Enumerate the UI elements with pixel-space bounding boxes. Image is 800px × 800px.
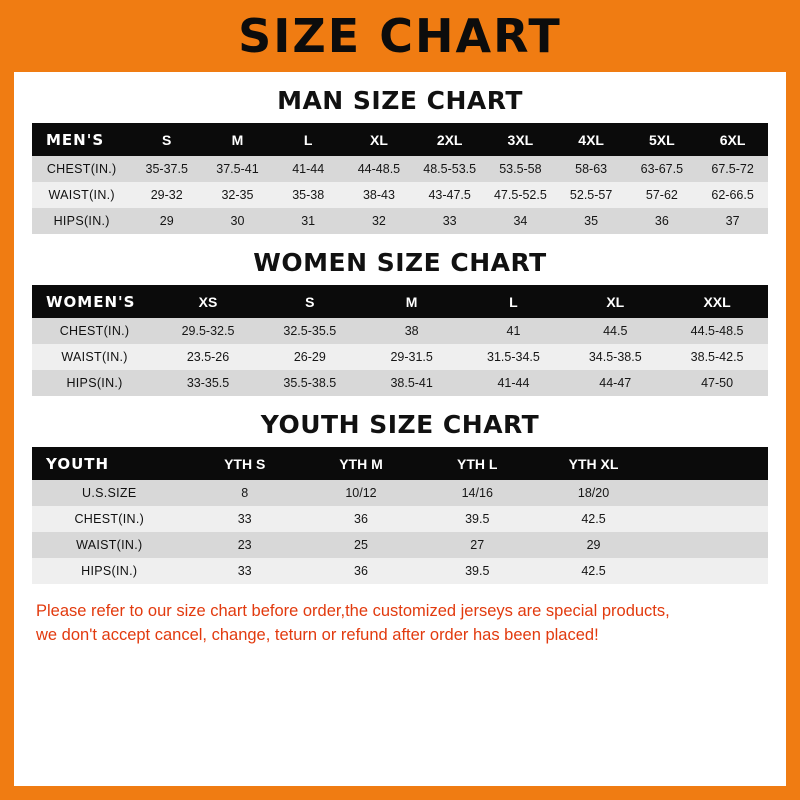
table-cell: 53.5-58 — [485, 156, 556, 182]
table-row — [32, 344, 768, 370]
table-header-row — [32, 123, 768, 156]
table-cell — [652, 532, 768, 558]
table-cell: 39.5 — [419, 558, 535, 584]
column-header: 3XL — [485, 123, 556, 156]
row-header: U.S.SIZE — [32, 480, 187, 506]
table-cell: 31 — [273, 208, 344, 234]
table-cell: 41-44 — [463, 370, 565, 396]
women-size-table — [32, 285, 768, 396]
table-cell: 23 — [187, 532, 303, 558]
table-cell: 44-48.5 — [344, 156, 415, 182]
table-cell: 44.5-48.5 — [666, 318, 768, 344]
men-size-table — [32, 123, 768, 234]
table-cell: 38.5-42.5 — [666, 344, 768, 370]
table-cell: 35-38 — [273, 182, 344, 208]
youth-section-title: YOUTH SIZE CHART — [260, 410, 540, 439]
table-cell: 38.5-41 — [361, 370, 463, 396]
table-cell: 38-43 — [344, 182, 415, 208]
bottom-accent-strip — [14, 786, 786, 800]
table-cell: 18/20 — [535, 480, 651, 506]
table-cell — [652, 558, 768, 584]
table-row — [32, 370, 768, 396]
column-header: MEN'S — [32, 123, 131, 156]
table-row — [32, 506, 768, 532]
table-cell: 23.5-26 — [157, 344, 259, 370]
row-header: CHEST(IN.) — [32, 506, 187, 532]
table-cell: 27 — [419, 532, 535, 558]
table-cell: 41-44 — [273, 156, 344, 182]
table-row — [32, 558, 768, 584]
table-cell — [652, 480, 768, 506]
men-section-title: MAN SIZE CHART — [277, 86, 523, 115]
column-header: XL — [344, 123, 415, 156]
youth-size-table — [32, 447, 768, 584]
table-cell: 37.5-41 — [202, 156, 273, 182]
table-cell: 42.5 — [535, 506, 651, 532]
table-cell: 32.5-35.5 — [259, 318, 361, 344]
table-cell: 33 — [187, 558, 303, 584]
column-header: 6XL — [697, 123, 768, 156]
column-header: YTH L — [419, 447, 535, 480]
column-header: YTH S — [187, 447, 303, 480]
table-cell — [652, 506, 768, 532]
column-header: 2XL — [414, 123, 485, 156]
table-cell: 34 — [485, 208, 556, 234]
table-cell: 33 — [414, 208, 485, 234]
column-header: 5XL — [627, 123, 698, 156]
column-header: 4XL — [556, 123, 627, 156]
row-header: WAIST(IN.) — [32, 344, 157, 370]
table-cell: 10/12 — [303, 480, 419, 506]
row-header: HIPS(IN.) — [32, 558, 187, 584]
table-cell: 47.5-52.5 — [485, 182, 556, 208]
column-header: L — [463, 285, 565, 318]
table-cell: 36 — [627, 208, 698, 234]
table-cell: 58-63 — [556, 156, 627, 182]
table-cell: 35.5-38.5 — [259, 370, 361, 396]
table-row — [32, 208, 768, 234]
table-cell: 35-37.5 — [131, 156, 202, 182]
table-header-row — [32, 447, 768, 480]
page-title: SIZE CHART — [238, 9, 562, 63]
table-cell: 62-66.5 — [697, 182, 768, 208]
table-cell: 33 — [187, 506, 303, 532]
table-cell: 29.5-32.5 — [157, 318, 259, 344]
table-cell: 25 — [303, 532, 419, 558]
table-cell: 29-32 — [131, 182, 202, 208]
banner — [14, 0, 786, 72]
column-header: L — [273, 123, 344, 156]
table-cell: 29 — [131, 208, 202, 234]
table-cell: 34.5-38.5 — [564, 344, 666, 370]
table-cell: 36 — [303, 506, 419, 532]
row-header: HIPS(IN.) — [32, 370, 157, 396]
table-cell: 26-29 — [259, 344, 361, 370]
column-header: YOUTH — [32, 447, 187, 480]
table-cell: 35 — [556, 208, 627, 234]
women-section-title: WOMEN SIZE CHART — [253, 248, 547, 277]
table-cell: 33-35.5 — [157, 370, 259, 396]
column-header: S — [259, 285, 361, 318]
table-cell: 57-62 — [627, 182, 698, 208]
row-header: WAIST(IN.) — [32, 182, 131, 208]
column-header: XL — [564, 285, 666, 318]
table-cell: 29-31.5 — [361, 344, 463, 370]
column-header: XS — [157, 285, 259, 318]
table-row — [32, 532, 768, 558]
table-cell: 47-50 — [666, 370, 768, 396]
column-header: XXL — [666, 285, 768, 318]
table-cell: 44-47 — [564, 370, 666, 396]
table-cell: 42.5 — [535, 558, 651, 584]
table-row — [32, 480, 768, 506]
table-cell: 32-35 — [202, 182, 273, 208]
table-cell: 36 — [303, 558, 419, 584]
table-cell: 41 — [463, 318, 565, 344]
column-header — [652, 447, 768, 480]
content — [14, 86, 786, 648]
table-cell: 39.5 — [419, 506, 535, 532]
table-row — [32, 182, 768, 208]
table-cell: 44.5 — [564, 318, 666, 344]
table-header-row — [32, 285, 768, 318]
order-policy-note — [32, 600, 768, 648]
table-cell: 37 — [697, 208, 768, 234]
row-header: CHEST(IN.) — [32, 156, 131, 182]
table-cell: 29 — [535, 532, 651, 558]
table-cell: 14/16 — [419, 480, 535, 506]
row-header: HIPS(IN.) — [32, 208, 131, 234]
column-header: YTH XL — [535, 447, 651, 480]
column-header: M — [202, 123, 273, 156]
table-cell: 38 — [361, 318, 463, 344]
table-row — [32, 156, 768, 182]
table-cell: 67.5-72 — [697, 156, 768, 182]
table-cell: 63-67.5 — [627, 156, 698, 182]
column-header: S — [131, 123, 202, 156]
column-header: M — [361, 285, 463, 318]
table-cell: 52.5-57 — [556, 182, 627, 208]
row-header: WAIST(IN.) — [32, 532, 187, 558]
table-cell: 31.5-34.5 — [463, 344, 565, 370]
table-cell: 48.5-53.5 — [414, 156, 485, 182]
note-line-1: Please refer to our size chart before order,the customized jerseys are special products, — [36, 602, 670, 620]
column-header: WOMEN'S — [32, 285, 157, 318]
table-cell: 8 — [187, 480, 303, 506]
table-cell: 43-47.5 — [414, 182, 485, 208]
table-cell: 32 — [344, 208, 415, 234]
note-line-2: we don't accept cancel, change, teturn or refund after order has been placed! — [36, 625, 599, 644]
table-row — [32, 318, 768, 344]
row-header: CHEST(IN.) — [32, 318, 157, 344]
table-cell: 30 — [202, 208, 273, 234]
column-header: YTH M — [303, 447, 419, 480]
